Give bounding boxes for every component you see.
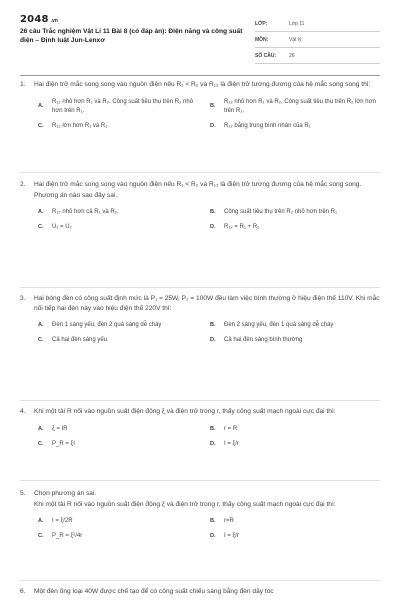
header-left: [20, 14, 255, 46]
option-text: R₁₂ bằng trung bình nhân của R₁: [224, 122, 311, 129]
option-letter: A.: [38, 518, 44, 525]
question-separator: [20, 480, 380, 481]
option-b[interactable]: [210, 321, 382, 330]
option-a[interactable]: [38, 321, 210, 330]
option-text: I = ξ/2R: [52, 518, 73, 525]
question-number: 5.: [20, 490, 26, 497]
site-logo[interactable]: [20, 14, 255, 25]
option-letter: D.: [210, 337, 216, 344]
option-letter: C.: [38, 122, 44, 129]
option-d[interactable]: [210, 122, 382, 131]
option-letter: A.: [38, 425, 44, 432]
option-text: r=R: [224, 518, 234, 525]
options: [20, 208, 382, 232]
option-text: R₁₂ = R₁ + R₂: [224, 224, 260, 231]
question-number: 3.: [20, 295, 26, 302]
document-title: 26 câu Trắc nghiệm Vật Lí 11 Bài 8 (có đáp án): Điện năng và công suất điện – Định luật Jun-Lenxơ: [20, 28, 243, 44]
question-text: Khi một tải R nối vào nguồn suất điện động ξ và điện trở trong r, thấy công suất mạch ngoài cực đại thì:: [34, 408, 336, 415]
option-letter: D.: [210, 440, 216, 447]
option-text: ξ = IR: [52, 425, 68, 432]
option-letter: D.: [210, 533, 216, 540]
option-text: Cả hai đèn sáng bình thường: [224, 337, 303, 344]
question-separator: [20, 287, 380, 288]
option-text: Công suất tiêu thụ trên R₂ nhỏ hơn trên R₁: [224, 209, 338, 216]
options: [20, 321, 382, 345]
option-a[interactable]: [38, 98, 210, 116]
question-head: [20, 180, 382, 190]
logo-text: 2048: [20, 14, 49, 25]
option-a[interactable]: [38, 208, 210, 217]
option-b[interactable]: [210, 517, 382, 526]
question-6: [20, 587, 382, 597]
option-a[interactable]: [38, 517, 210, 526]
question-number: 6.: [20, 588, 26, 595]
option-text: r = R: [224, 425, 238, 432]
option-text: I = ξ/r: [224, 440, 239, 447]
question-3: [20, 294, 382, 345]
option-d[interactable]: [210, 336, 382, 345]
meta-row-class: [255, 16, 380, 32]
meta-row-count: [255, 48, 380, 64]
option-d[interactable]: [210, 440, 382, 449]
option-c[interactable]: [38, 223, 210, 232]
option-a[interactable]: [38, 425, 210, 434]
option-letter: C.: [38, 533, 44, 540]
question-4: [20, 407, 382, 449]
question-subtext: Phương án nào sau đây sai.: [34, 191, 118, 199]
question-2: [20, 180, 382, 232]
option-d[interactable]: [210, 532, 382, 541]
question-text: Hai bóng đèn có công suất định mức là P₁ = 25W, P₂ = 100W đều làm việc bình thường ở hiệu điện thế 110V. Khi mắc nối tiếp hai đèn này vào hiệu điện thế 220V thì:: [34, 295, 380, 312]
option-letter: A.: [38, 322, 44, 329]
option-c[interactable]: [38, 122, 210, 131]
option-letter: D.: [210, 122, 216, 129]
option-d[interactable]: [210, 223, 382, 232]
question-separator: [20, 172, 380, 173]
question-number: 4.: [20, 408, 26, 415]
option-c[interactable]: [38, 336, 210, 345]
question-subtext: Khi một tải R nối vào nguồn suất điện động ξ và điện trở trong r, thấy công suất mạch ngoài cực đại thì:: [34, 500, 336, 508]
question-1: [20, 80, 382, 131]
option-letter: B.: [210, 518, 216, 525]
option-letter: D.: [210, 224, 216, 231]
option-text: I = ξ/r: [224, 533, 239, 540]
option-text: Đèn 2 sáng yếu, đèn 1 quá sáng dễ cháy: [224, 322, 334, 329]
meta-label: MÔN:: [255, 36, 269, 43]
document-header: [20, 14, 380, 64]
question-5: [20, 489, 382, 541]
question-head: [20, 80, 382, 90]
question-text: Chọn phương án sai.: [34, 490, 97, 497]
meta-row-subject: [255, 32, 380, 48]
option-text: Đèn 1 sáng yếu, đèn 2 quá sáng dễ cháy: [52, 322, 162, 329]
option-b[interactable]: [210, 98, 382, 116]
option-letter: C.: [38, 337, 44, 344]
option-letter: B.: [210, 425, 216, 432]
option-text: R₁₂ nhỏ hơn R₁ và R₂. Công suất tiêu thụ trên R₂ nhỏ hơn trên R₁.: [52, 98, 194, 114]
question-number: 1.: [20, 81, 26, 88]
option-letter: B.: [210, 103, 216, 110]
meta-value: 26: [289, 52, 295, 59]
question-number: 2.: [20, 181, 26, 188]
option-text: R₁₂ lớn hơn R₁ và R₂: [52, 122, 108, 129]
option-text: R₁₂ nhỏ hơn R₁ và R₂. Công suất tiêu thụ trên R₂ lớn hơn trên R₁.: [224, 98, 376, 114]
options: [20, 425, 382, 449]
option-letter: C.: [38, 224, 44, 231]
options: [20, 517, 382, 541]
logo-suffix: .vn: [50, 18, 58, 24]
question-head: [20, 407, 382, 417]
header-divider: [20, 75, 380, 76]
meta-label: LỚP:: [255, 20, 268, 27]
meta-label: SỐ CÂU:: [255, 52, 277, 59]
meta-value: Vật lý: [289, 36, 302, 43]
option-text: Cả hai đèn sáng yếu: [52, 337, 108, 344]
question-head: [20, 294, 382, 313]
option-letter: B.: [210, 209, 216, 216]
option-letter: A.: [38, 103, 44, 110]
options: [20, 98, 382, 131]
option-text: U₁ = U₂: [52, 224, 72, 231]
option-text: P_R = ξI: [52, 440, 75, 447]
question-separator: [20, 400, 380, 401]
question-separator: [20, 580, 380, 581]
option-c[interactable]: [38, 440, 210, 449]
meta-info: [255, 16, 380, 64]
option-text: P_R = ξ²/4r: [52, 533, 83, 540]
question-text: Hai điện trở mắc song song vào nguồn điện nếu R₁ < R₂ và R₁₂ là điện trở tương đương của hệ mắc song song thì:: [34, 81, 371, 88]
option-letter: B.: [210, 322, 216, 329]
option-letter: A.: [38, 209, 44, 216]
question-head: [20, 489, 382, 499]
option-b[interactable]: [210, 208, 382, 217]
option-text: R₁₂ nhỏ hơn cả R₁ và R₂.: [52, 209, 119, 216]
option-c[interactable]: [38, 532, 210, 541]
question-text: Hai điện trở mắc song song vào nguồn điện nếu R₁ < R₂ và R₁₂ là điện trở tương đương của hệ mắc song song.: [34, 181, 362, 188]
option-b[interactable]: [210, 425, 382, 434]
question-text: Một đèn ống loại 40W được chế tạo để có công suất chiếu sáng bằng đèn dây tóc: [34, 588, 274, 595]
option-letter: C.: [38, 440, 44, 447]
meta-value: Lớp 11: [289, 20, 305, 27]
question-head: [20, 587, 382, 597]
